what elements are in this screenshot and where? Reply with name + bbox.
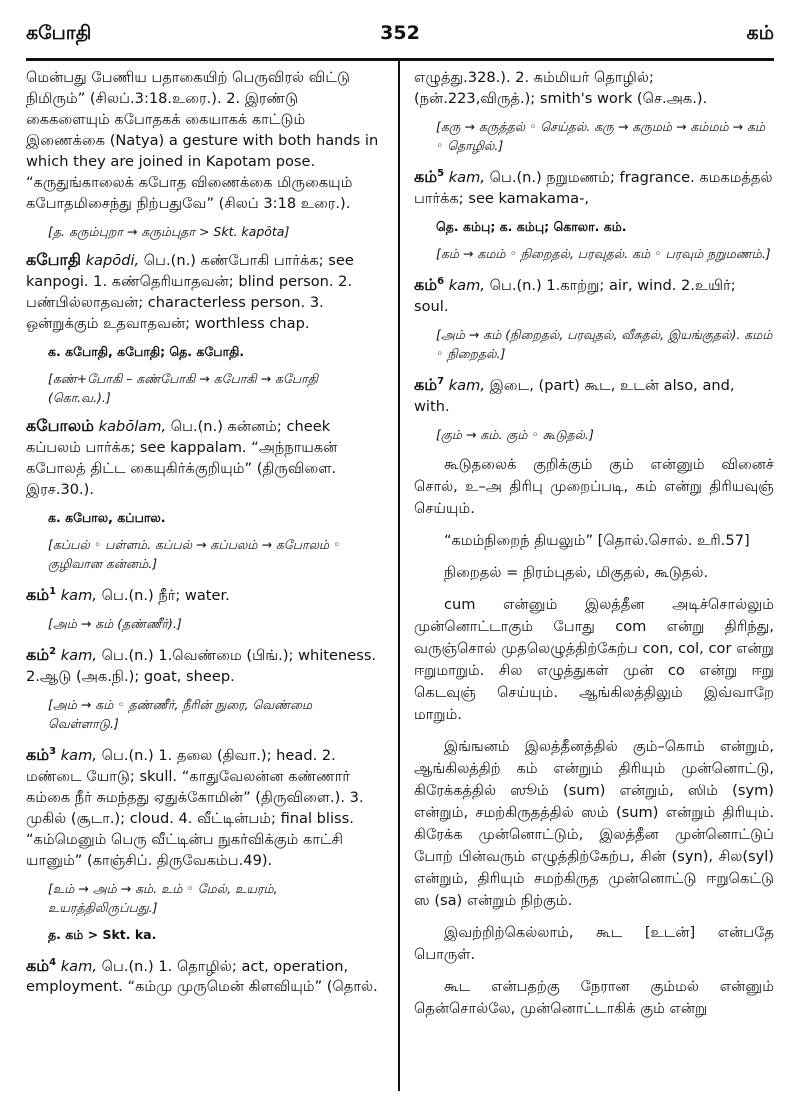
entry-kapolam (26, 415, 384, 500)
right-column (400, 61, 774, 1091)
essay-paragraph: நிறைதல் = நிரம்புதல், மிகுதல், கூடுதல். (444, 563, 709, 581)
headword: கம் (414, 374, 438, 394)
entry-kam-2 (26, 641, 384, 687)
essay-paragraph: கூடுதலைக் குறிக்கும் கும் என்னும் வினைச் சொல், உ–அ திரிபு முறைப்படி, கம் என்று திரியவுஞ் செய்யும். (414, 455, 774, 517)
page-number: 352 (380, 22, 420, 44)
definition: பெ.(n.) 1. தலை (திவா.); head. 2. மண்டை யோடு; skull. “காதுவேலன்ன கண்ணார் கம்கை நீர் சுமந்தது ஏதுக்கோமின்” (திருவிளை.). 3. முகில் (சூடா.); cloud. 4. வீட்டின்பம்; final bliss. “கம்மெனும் பெரு வீட்டின்ப நுகர்விக்கும் காட்சி யானும்” (காஞ்சிப். திருவேகம்ப.49). (26, 746, 364, 869)
etymology-note: [கப்பல் ◦ பள்ளம். கப்பல் → கப்பலம் → கபோலம் ◦ குழிவான கன்னம்.] (48, 537, 341, 571)
etymology-note: [கம் → கமம் ◦ நிறைதல், பரவுதல். கம் ◦ பரவும் நறுமணம்.] (436, 245, 771, 261)
continued-entry-text: எழுத்து.328.). 2. கம்மியர் தொழில்; (நன்.223,விருத்.); smith's work (செ.அக.). (414, 69, 708, 107)
transliteration: kam, (60, 586, 97, 604)
transliteration: kam, (60, 746, 97, 764)
two-column-body (26, 61, 774, 1091)
homonym-number: 4 (49, 956, 57, 968)
definition: பெ.(n.) நறுமணம்; fragrance. கமகமத்தல் பார்க்க; see kamakama-, (414, 168, 773, 207)
essay-paragraph: இவற்றிற்கெல்லாம், கூட [உடன்] என்பதே பொருள். (414, 923, 774, 963)
transliteration: kapōdi, (85, 252, 140, 269)
headword: கம் (26, 744, 50, 764)
etymology-note: [கண்+போகி – கண்போகி → கபோகி → கபோதி (கொ.வ.).] (48, 371, 318, 405)
homonym-number: 3 (49, 745, 57, 757)
entry-kapothi (26, 249, 384, 334)
entry-kam-4 (26, 952, 384, 998)
header-right-guideword: கம் (746, 22, 774, 44)
definition: பெ.(n.) 1.காற்று; air, wind. 2.உயிர்; soul. (414, 276, 736, 315)
etymology-note: [அம் → கம் (நிறைதல், பரவுதல், வீசுதல், இயங்குதல்). கமம் ◦ நிறைதல்.] (436, 326, 773, 361)
headword: கம் (26, 955, 50, 975)
headword: கம் (414, 166, 438, 186)
left-column (26, 61, 398, 1091)
definition: பெ.(n.) 1.வெண்மை (பிங்.); whiteness. 2.ஆடு (அக.நி.); goat, sheep. (26, 646, 377, 685)
definition: பெ.(n.) 1. தொழில்; act, operation, employment. “கம்மு முருமென் கிளவியும்” (தொல். (26, 957, 378, 996)
entry-kam-6 (414, 271, 774, 317)
cognates: த. கம் > Skt. ka. (48, 926, 157, 942)
header-left-guideword: கபோதி (26, 22, 92, 44)
transliteration: kam, (60, 646, 97, 664)
entry-kam-5 (414, 163, 774, 209)
homonym-number: 5 (437, 168, 445, 179)
essay-paragraph: cum என்னும் இலத்தீன அடிச்சொல்லும் முன்னொட்டாகும் போது com என்று திரிந்து, வருஞ்சொல் முதலெழுத்திற்கேற்ப con, col, cor என்று ஈறுமாறும். சில எழுத்துகள் முன் co என்று ஈறு கெடவுஞ் செய்யும். ஆங்கிலத்திலும் இவ்வாறே மாறும். (414, 595, 774, 723)
etymology-note: [த. கரும்புறா → கரும்புதா > Skt. kapōta] (48, 224, 290, 239)
headword: கபோலம் (26, 416, 95, 435)
etymology-note: [கும் → கம். கும் ◦ கூடுதல்.] (436, 426, 594, 442)
entry-kam-3 (26, 741, 384, 871)
cognates: தெ. கம்பு; க. கம்பு; கொலா. கம். (436, 218, 627, 234)
essay-paragraph: கூட என்பதற்கு நேரான கும்மல் என்னும் தென்சொல்லே, முன்னொட்டாகிக் கும் என்று (414, 977, 774, 1017)
definition: பெ.(n.) நீர்; water. (101, 586, 230, 604)
entry-kam-7 (414, 371, 774, 417)
cognates: க. கபோல, கப்பால. (48, 510, 166, 525)
transliteration: kam, (60, 957, 97, 975)
transliteration: kam, (448, 168, 485, 186)
definition: பெ.(n.) கண்போகி பார்க்க; see kanpogi. 1. கண்தெரியாதவன்; blind person. 2. பண்பில்லாதவன்; characterless person. 3. ஒன்றுக்கும் உதவாதவன்; worthless chap. (26, 252, 354, 332)
etymology-note: [உம் → அம் → கம். உம் ◦ மேல், உயரம், உயரத்திலிருப்பது.] (48, 880, 278, 915)
definition: இடை, (part) கூட, உடன் also, and, with. (414, 376, 735, 415)
cognates: க. கபோதி, கபோதி; தெ. கபோதி. (48, 344, 245, 359)
transliteration: kabōlam, (98, 418, 167, 435)
headword: கம் (414, 274, 438, 294)
transliteration: kam, (448, 376, 485, 394)
homonym-number: 2 (49, 645, 57, 657)
essay-paragraph: இங்ஙனம் இலத்தீனத்தில் கும்–கொம் என்றும், ஆங்கிலத்திற் கம் என்றும் திரியும் முன்னொட்டு, கிரேக்கத்தில் ஸூம் (sum) என்றும், ஸிம் (sym) என்றும், சமற்கிருதத்தில் ஸம் (sum) என்றும் திரியும். கிரேக்க முன்னொட்டும், இலத்தீன முன்னொட்டுப் போற் பின்வரும் எழுத்திற்கேற்ப, சின் (syn), சில(syl) என்றும், திரியும் சமற்கிருத முன்னொட்டு ஈறுகெட்டு ஸ (sa) என்றும் நிற்கும். (414, 737, 774, 909)
homonym-number: 1 (49, 586, 57, 597)
page-header (26, 18, 774, 52)
definition: பெ.(n.) கன்னம்; cheek கப்பலம் பார்க்க; see kappalam. “அந்நாயகன் கபோலத் திட்ட கையுகிர்க்குறியும்” (திருவிளை. இரச.30.). (26, 418, 338, 498)
entry-kam-1 (26, 581, 384, 606)
etymology-note: [அம் → கம் (தண்ணீர்).] (48, 615, 182, 631)
quotation-paragraph: “கமம்நிறைந் தியலும்” [தொல்.சொல். உரி.57] (444, 531, 750, 549)
headword: கம் (26, 644, 50, 664)
etymology-note: [கரு → கருத்தல் ◦ செய்தல். கரு → கருமம் → கம்மம் → கம் ◦ தொழில்.] (436, 119, 766, 153)
headword: கம் (26, 584, 50, 604)
etymology-note: [அம் → கம் ◦ தண்ணீர், நீரின் நுரை, வெண்மை வெள்ளாடு.] (48, 696, 313, 731)
homonym-number: 6 (437, 275, 445, 287)
homonym-number: 7 (437, 375, 445, 387)
transliteration: kam, (448, 276, 485, 294)
headword: கபோதி (26, 250, 81, 269)
continued-entry-text: மென்பது பேணிய பதாகையிற் பெருவிரல் விட்டு நிமிரும்” (சிலப்.3:18.உரை.). 2. இரண்டு கைகளையும் கபோதகக் கையாகக் காட்டும் இணைக்கை (Natya) a gesture with both hands in which they are joined in Kapotam pose. “கருதுங்காலைக் கபோத விணைக்கை மிருகையும் கபோதமிசைந்து நிற்பதுவே” (சிலப் 3:18 உரை.). (26, 69, 379, 212)
